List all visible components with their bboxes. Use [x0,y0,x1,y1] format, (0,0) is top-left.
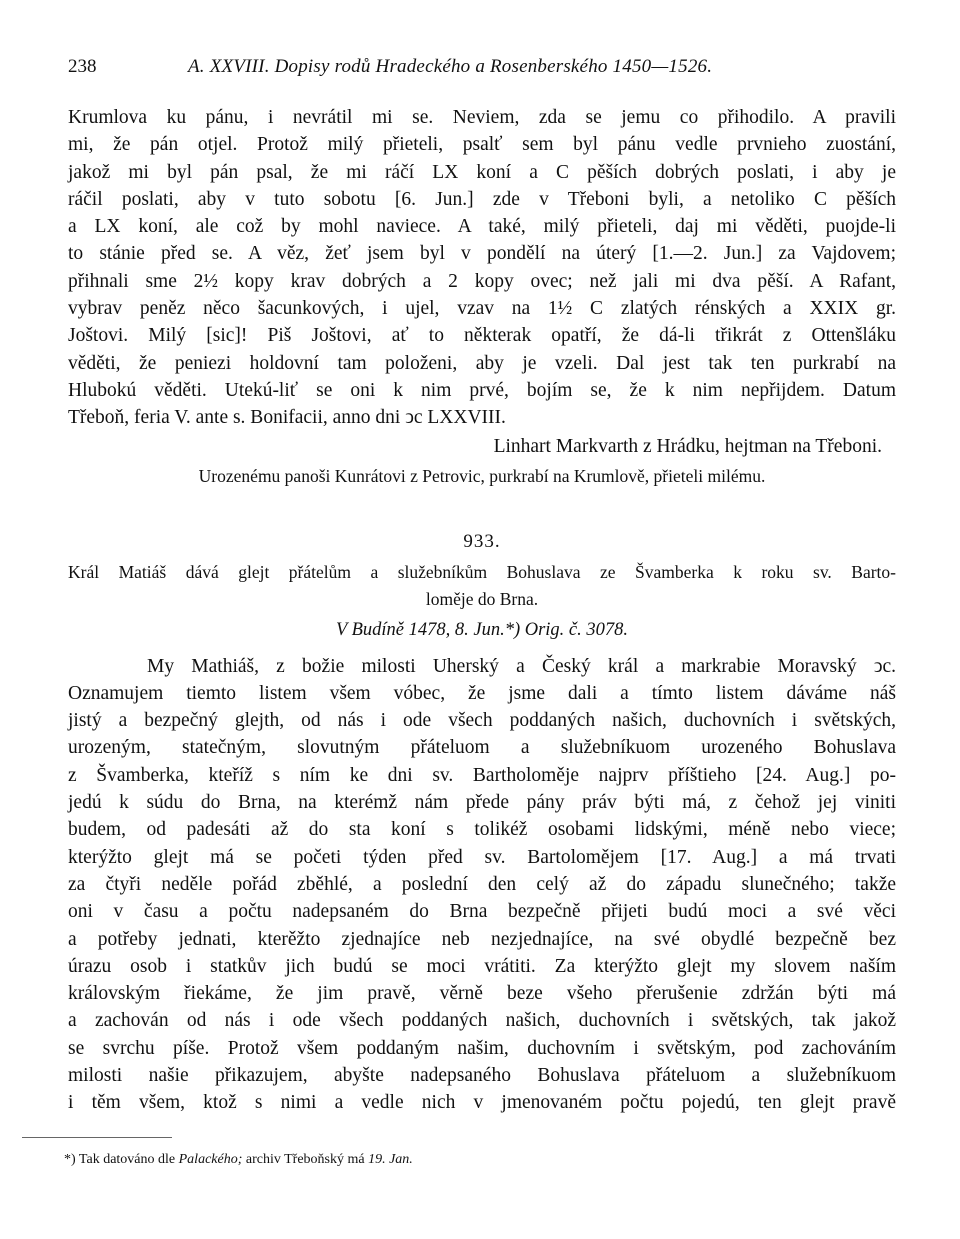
running-title: A. XXVIII. Dopisy rodů Hradeckého a Rosenberského 1450—1526. [188,56,713,77]
footnote-text: archiv Třeboňský má [242,1152,369,1167]
text-line: i těm všem, ktož s nimi a vedle nich v jmenovaném počtu pojedú, ten glejt pravě [68,1092,896,1114]
text-line: My Mathiáš, z božie milosti Uherský a Český král a markrabie Moravský ↄc. [147,655,896,677]
footnote [64,1152,864,1168]
text-line: jedú k súdu do Brna, na kterémž nám přede pány práv býti má, z čehož jej viniti [68,792,896,814]
signature: Linhart Markvarth z Hrádku, hejtman na Třeboni. [493,435,882,457]
text-line: mi, že pán otjel. Protož milý přieteli, psalť sem byl pánu vedle prvnieho zuostání, [68,134,896,156]
text-line: za čtyři neděle pořád zběhlé, a poslední den celý až do západu slunečného; takže [68,873,896,895]
text-line: jistý a bezpečný glejth, od nás i ode všech poddaných našich, duchovních i světských, [68,710,896,732]
text-line: to stánie před se. A věz, žeť jsem byl v pondělí na úterý [1.—2. Jun.] za Vajdovem; [68,243,896,265]
text-line: kterýžto glejt má se početi týden před sv. Bartolomějem [17. Aug.] a má trvati [68,846,896,868]
text-line: a zachován od nás i ode všech poddaných našich, duchovních i světských, tak jakož [68,1010,896,1032]
address-line: Urozenému panoši Kunrátovi z Petrovic, purkrabí na Krumlově, přieteli milému. [198,465,766,486]
footnote-source: Palackého; [178,1152,243,1167]
footnote-divider [22,1137,172,1138]
text-line: Krumlova ku pánu, i nevrátil mi se. Neviem, zda se jemu co přihodilo. A pravili [68,107,896,128]
text-line: úrazu osob i statkův jich budú se moci vrátiti. Za kterýžto glejt my slovem naším [68,955,896,977]
text-line: jakož mi byl pán psal, že mi ráčí LX koní a C pěších dobrých poslati, i aby je [68,161,896,183]
text-line: Oznamujem tiemto listem všem vóbec, že jsme dali a tímto listem dáváme náš [68,682,896,704]
footnote-text: *) Tak datováno dle [64,1152,179,1167]
document-summary [68,559,896,613]
text-line: z Švamberka, kteříž s ním ke dni sv. Bartholoměje najprv příštieho [24. Aug.] po- [68,764,896,786]
text-line: věděti, že peniezi holdovní tam položeni, aby je vzeli. Dal jest tak ten purkrabí na [68,352,896,374]
text-line: urozeným, statečným, slovutným přáteluom a služebníkuom urozeného Bohuslava [68,737,896,759]
letter-text [68,104,896,491]
document-number: 933. [463,530,501,552]
summary-line: loměje do Brna. [425,588,539,609]
page-number: 238 [68,56,97,77]
summary-line: Král Matiáš dává glejt přátelům a služebníkům Bohuslava ze Švamberka k roku sv. Barto- [68,561,896,582]
text-line: ráčil poslati, aby v tuto sobotu [6. Jun.] zde v Třeboni byli, a netoliko C pěších [68,188,896,210]
text-line: královským řiekáme, že jim pravě, věrně beze všeho přerušenie zdržán býti má [68,983,896,1005]
text-line: vybrav peněz něco šacunkových, i ujel, vzav na 1½ C zlatých rénských a XXIX gr. [68,298,896,320]
text-line: Třeboň, feria V. ante s. Bonifacii, anno dni ↄc LXXVIII. [68,407,506,429]
document-text [68,653,896,1117]
text-line: oni v času a počtu nadepsaném do Brna bezpečně přijeti budú moci a své věci [68,901,896,923]
text-line: Joštovi. Milý [sic]! Piš Joštovi, ať to některak opatří, že dá-li třikrát z Ottenšláku [68,325,896,347]
document-page [68,56,896,1117]
text-line: Hlubokú věděti. Utekú-liť se oni k nim prvé, bojím se, že k nim nepřijdem. Datum [68,379,896,401]
text-line: budem, od padesáti až do sta koní s tolikéž osobami lidskými, méně nebo viece; [68,819,896,841]
text-line: a potřeby jednati, kterěžto zjednajíce neb nezjednajíce, na své obydlé bezpečně bez [68,928,896,950]
text-line: milosti našie přikazujem, abyšte nadepsaného Bohuslava přáteluom a služebníkuom [68,1065,896,1087]
text-line: a LX koní, ale což by mohl naviece. A také, milý přieteli, daj mi věděti, puojde-li [68,216,896,238]
running-head [68,56,896,86]
footnote-date: 19. Jan. [368,1152,413,1167]
text-line: se svrchu píše. Protož všem poddaným našim, duchovním i světským, pod zachováním [68,1037,896,1059]
text-line: přihnali sme 2½ kopy krav dobrých a 2 kopy ovec; než jali mi dva pěší. A Rafant, [68,270,896,292]
dateline: V Budíně 1478, 8. Jun.*) Orig. č. 3078. [335,619,629,640]
